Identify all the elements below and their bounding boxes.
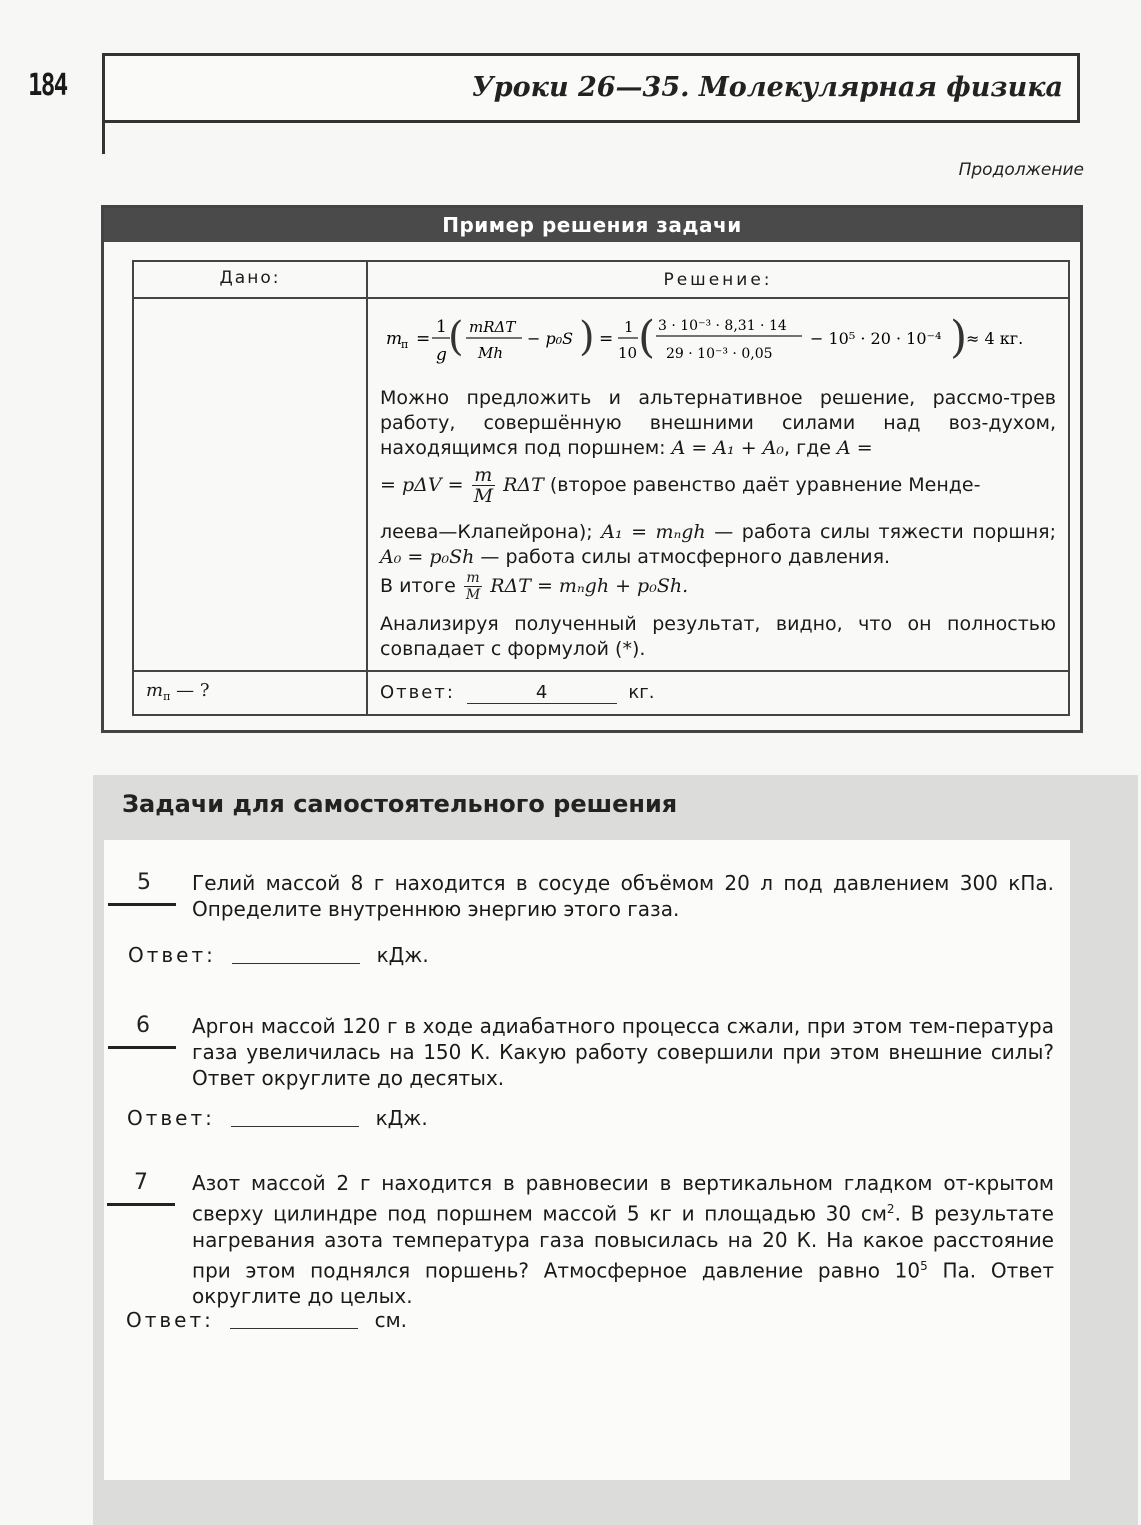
task-rule xyxy=(108,1046,176,1049)
task-answer xyxy=(128,943,429,967)
task-text-c: Па. Ответ округлите до целых. xyxy=(192,1258,1054,1309)
answer-label: Ответ: xyxy=(380,682,455,703)
line3-text-b: — работа силы тяжести поршня; xyxy=(714,521,1056,543)
main-formula xyxy=(374,302,1064,374)
fraction-numerator: m xyxy=(472,465,495,486)
task-text: Гелий массой 8 г находится в сосуде объёмом 20 л под давлением 300 кПа. Определите внутреннюю энергию этого газа. xyxy=(192,871,1054,921)
task-answer-field[interactable] xyxy=(231,1108,359,1127)
line3-text: леева—Клапейрона); xyxy=(380,521,593,543)
formula-den1: Mh xyxy=(478,344,504,362)
task-answer-field[interactable] xyxy=(232,945,360,964)
formula-den2: 29 · 10⁻³ · 0,05 xyxy=(666,346,773,362)
task-text: Аргон массой 120 г в ходе адиабатного процесса сжали, при этом тем-пература газа увеличилась на 150 К. Какую работу совершили при этом внешние силы? Ответ округлите до десятых. xyxy=(192,1014,1054,1090)
fraction-m-over-M xyxy=(472,465,495,506)
page-number: 184 xyxy=(28,68,67,103)
chapter-title: Уроки 26—35. Молекулярная физика xyxy=(471,72,1063,103)
task-number: 6 xyxy=(136,1013,150,1038)
formula-eq: = xyxy=(416,329,431,349)
formula-result: ≈ 4 кг. xyxy=(966,329,1024,348)
unknown-quantity xyxy=(146,680,210,703)
formula-minus-p0s: − p₀S xyxy=(527,329,574,348)
task-text-sup: 2 xyxy=(886,1202,895,1216)
formula-lhs-sub: п xyxy=(401,338,409,351)
page-header xyxy=(102,53,1080,123)
header-rule xyxy=(102,120,105,154)
svg-text:(: ( xyxy=(448,314,464,360)
solution-line-4 xyxy=(380,570,1056,603)
fraction-denominator-2: M xyxy=(465,587,481,603)
formula-ten: 10 xyxy=(618,344,638,362)
example-answer xyxy=(380,682,654,704)
formula-one-2: 1 xyxy=(624,318,634,336)
paragraph1-where: , где xyxy=(784,437,831,459)
line3-text-c: — работа силы атмосферного давления. xyxy=(480,546,891,568)
solution-label: Решение: xyxy=(663,270,773,290)
line2-pdv: = pΔV = xyxy=(380,474,464,496)
paragraph1-formula: A = A₁ + A₀ xyxy=(671,437,785,459)
unknown-tail: — ? xyxy=(176,680,210,701)
given-label: Дано: xyxy=(219,268,281,288)
answer-unit: кг. xyxy=(628,682,655,703)
task-rule xyxy=(107,1203,175,1206)
line2-text: (второе равенство даёт уравнение Менде- xyxy=(549,474,981,496)
task-answer xyxy=(126,1308,407,1332)
task-answer-unit: см. xyxy=(374,1308,408,1332)
line3-formula-a0: A₀ = p₀Sh xyxy=(380,546,475,568)
formula-num1: mRΔT xyxy=(469,318,516,336)
fraction-numerator-2: m xyxy=(464,570,482,587)
paragraph1-text: Можно предложить и альтернативное решение, рассмо-трев работу, совершённую внешними силами над воз-духом, находящимся под поршнем: xyxy=(380,387,1056,459)
formula-g: g xyxy=(436,345,447,365)
tasks-heading: Задачи для самостоятельного решения xyxy=(122,790,678,818)
line4-formula: RΔT = mₙgh + p₀Sh. xyxy=(490,575,689,597)
task-text-sup2: 5 xyxy=(920,1258,928,1273)
task-answer-unit: кДж. xyxy=(376,943,429,967)
formula-one: 1 xyxy=(436,317,447,337)
task-answer-label: Ответ: xyxy=(126,1308,214,1332)
column-divider xyxy=(366,262,368,714)
tasks-content xyxy=(104,840,1070,1480)
formula-tail: − 10⁵ · 20 · 10⁻⁴ xyxy=(810,329,942,348)
formula-num2: 3 · 10⁻³ · 8,31 · 14 xyxy=(658,318,787,334)
task-answer-label: Ответ: xyxy=(127,1106,215,1130)
formula-lhs: m xyxy=(386,329,403,349)
svg-text:(: ( xyxy=(638,312,656,363)
task-rule xyxy=(108,903,176,906)
example-title: Пример решения задачи xyxy=(104,208,1080,242)
answer-divider xyxy=(134,670,1068,672)
solution-paragraph-1 xyxy=(380,386,1056,461)
answer-value: 4 xyxy=(467,682,617,704)
solution-table xyxy=(132,260,1070,716)
fraction-denominator: M xyxy=(473,485,494,507)
solution-line-2 xyxy=(380,465,1056,506)
task-text-b: . В результате нагревания азота температура газа повысилась на 20 К. На какое расстояние при этом поднялся поршень? Атмосферное давление равно 10 xyxy=(192,1201,1054,1283)
task-number: 7 xyxy=(134,1170,148,1195)
continuation-label: Продолжение xyxy=(958,160,1084,180)
solution-line-3 xyxy=(380,520,1056,570)
task-answer xyxy=(127,1106,428,1130)
solution-paragraph-2: Анализируя полученный результат, видно, что он полностью совпадает с формулой (*). xyxy=(380,613,1056,660)
line2-rdt: RΔT xyxy=(503,474,544,496)
example-solution-box xyxy=(101,205,1083,733)
task-text-a: Азот массой 2 г находится в равновесии в вертикальном гладком от-крытом сверху цилиндре под поршнем массой 5 кг и площадью 30 см xyxy=(192,1171,1054,1226)
paragraph1-a-eq: A = xyxy=(836,437,873,459)
task-text xyxy=(192,1170,1054,1309)
task-answer-field[interactable] xyxy=(230,1310,358,1329)
task-answer-label: Ответ: xyxy=(128,943,216,967)
svg-text:): ) xyxy=(950,312,968,363)
line3-formula-a1: A₁ = mₙgh xyxy=(601,521,706,543)
header-divider xyxy=(134,297,1068,299)
line4-text: В итоге xyxy=(380,575,456,597)
svg-text:): ) xyxy=(579,314,595,360)
task-answer-unit: кДж. xyxy=(375,1106,428,1130)
unknown-m: m xyxy=(146,680,164,701)
formula-eq2: = xyxy=(599,329,614,349)
fraction-m-over-M-2 xyxy=(464,570,482,603)
task-number: 5 xyxy=(137,870,151,895)
unknown-sub: п xyxy=(163,690,171,703)
